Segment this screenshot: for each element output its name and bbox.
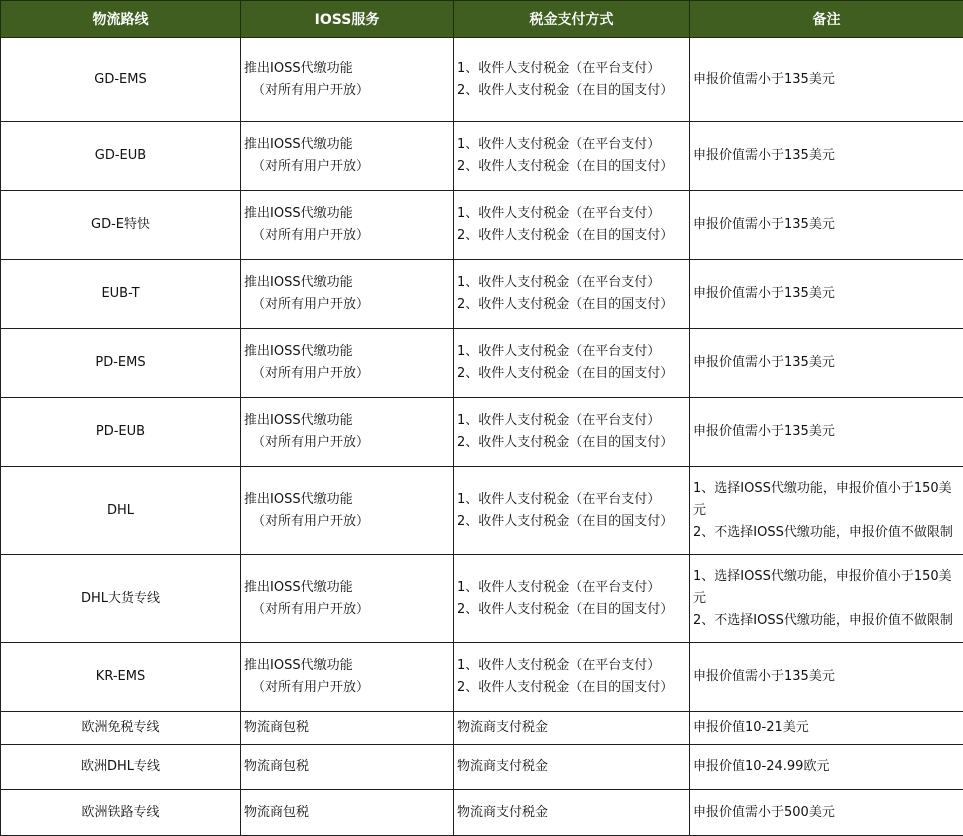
table-row bbox=[1, 122, 963, 191]
cell-ioss-line: 推出IOSS代缴功能 bbox=[244, 60, 353, 76]
cell-payment-line: 2、收件人支付税金（在目的国支付） bbox=[457, 435, 674, 450]
table-row bbox=[1, 191, 963, 260]
cell-note-line: 2、不选择IOSS代缴功能，申报价值不做限制 bbox=[693, 524, 953, 540]
cell-note-line: 2、不选择IOSS代缴功能，申报价值不做限制 bbox=[693, 612, 953, 628]
header-row bbox=[1, 1, 963, 38]
cell-ioss-line: （对所有用户开放） bbox=[252, 297, 370, 312]
header-note: 备注 bbox=[690, 1, 963, 38]
cell-ioss bbox=[241, 467, 454, 555]
cell-ioss-line: （对所有用户开放） bbox=[252, 680, 370, 695]
table-row bbox=[1, 38, 963, 122]
cell-payment-line: 2、收件人支付税金（在目的国支付） bbox=[457, 82, 674, 98]
cell-payment-line: 2、收件人支付税金（在目的国支付） bbox=[457, 159, 674, 174]
cell-ioss bbox=[241, 745, 454, 790]
cell-ioss-line: 推出IOSS代缴功能 bbox=[244, 413, 353, 428]
cell-payment-line: 物流商支付税金 bbox=[457, 759, 549, 774]
cell-payment bbox=[454, 329, 690, 398]
cell-payment bbox=[454, 122, 690, 191]
table-row bbox=[1, 398, 963, 467]
cell-note bbox=[690, 467, 963, 555]
cell-note-line: 申报价值需小于135美元 bbox=[693, 148, 835, 163]
cell-payment bbox=[454, 712, 690, 745]
cell-route: PD-EUB bbox=[1, 398, 241, 467]
cell-ioss-line: （对所有用户开放） bbox=[252, 435, 370, 450]
cell-note bbox=[690, 122, 963, 191]
cell-ioss-line: （对所有用户开放） bbox=[252, 601, 370, 617]
cell-payment-line: 物流商支付税金 bbox=[457, 804, 549, 820]
cell-payment-line: 1、收件人支付税金（在平台支付） bbox=[457, 206, 661, 221]
cell-payment bbox=[454, 467, 690, 555]
cell-ioss bbox=[241, 122, 454, 191]
cell-note bbox=[690, 555, 963, 643]
cell-ioss-line: 物流商包税 bbox=[244, 804, 310, 820]
cell-note-line: 1、选择IOSS代缴功能，申报价值小于150美元 bbox=[693, 480, 952, 518]
cell-ioss-line: 推出IOSS代缴功能 bbox=[244, 206, 353, 221]
cell-route: 欧洲铁路专线 bbox=[1, 790, 241, 836]
cell-note-line: 申报价值需小于135美元 bbox=[693, 424, 835, 439]
cell-ioss-line: （对所有用户开放） bbox=[252, 82, 370, 98]
cell-ioss-line: 推出IOSS代缴功能 bbox=[244, 491, 353, 507]
cell-ioss-line: 推出IOSS代缴功能 bbox=[244, 344, 353, 359]
cell-payment bbox=[454, 643, 690, 712]
cell-ioss-line: 物流商包税 bbox=[244, 759, 310, 774]
cell-payment-line: 2、收件人支付税金（在目的国支付） bbox=[457, 366, 674, 381]
cell-note-line: 1、选择IOSS代缴功能，申报价值小于150美元 bbox=[693, 568, 952, 606]
cell-payment-line: 1、收件人支付税金（在平台支付） bbox=[457, 413, 661, 428]
cell-route: GD-E特快 bbox=[1, 191, 241, 260]
cell-payment-line: 物流商支付税金 bbox=[457, 720, 549, 735]
table-row bbox=[1, 790, 963, 836]
header-payment: 税金支付方式 bbox=[454, 1, 690, 38]
cell-payment bbox=[454, 191, 690, 260]
cell-ioss-line: （对所有用户开放） bbox=[252, 159, 370, 174]
cell-ioss bbox=[241, 790, 454, 836]
cell-note bbox=[690, 260, 963, 329]
header-route: 物流路线 bbox=[1, 1, 241, 38]
cell-ioss bbox=[241, 260, 454, 329]
table-row bbox=[1, 555, 963, 643]
cell-route: 欧洲DHL专线 bbox=[1, 745, 241, 790]
cell-note bbox=[690, 643, 963, 712]
cell-payment-line: 2、收件人支付税金（在目的国支付） bbox=[457, 513, 674, 529]
cell-note-line: 申报价值需小于135美元 bbox=[693, 669, 835, 684]
cell-note-line: 申报价值10-21美元 bbox=[693, 720, 809, 735]
cell-payment bbox=[454, 555, 690, 643]
cell-note bbox=[690, 790, 963, 836]
cell-payment-line: 1、收件人支付税金（在平台支付） bbox=[457, 344, 661, 359]
table-row bbox=[1, 643, 963, 712]
cell-note bbox=[690, 712, 963, 745]
cell-payment bbox=[454, 745, 690, 790]
cell-ioss-line: 推出IOSS代缴功能 bbox=[244, 658, 353, 673]
cell-payment-line: 2、收件人支付税金（在目的国支付） bbox=[457, 601, 674, 617]
cell-payment-line: 1、收件人支付税金（在平台支付） bbox=[457, 658, 661, 673]
cell-note-line: 申报价值需小于500美元 bbox=[693, 804, 835, 820]
cell-payment-line: 2、收件人支付税金（在目的国支付） bbox=[457, 680, 674, 695]
cell-note bbox=[690, 745, 963, 790]
cell-note-line: 申报价值需小于135美元 bbox=[693, 217, 835, 232]
cell-payment-line: 2、收件人支付税金（在目的国支付） bbox=[457, 228, 674, 243]
cell-payment-line: 1、收件人支付税金（在平台支付） bbox=[457, 275, 661, 290]
cell-ioss bbox=[241, 712, 454, 745]
cell-route: GD-EMS bbox=[1, 38, 241, 122]
cell-ioss bbox=[241, 398, 454, 467]
cell-payment bbox=[454, 398, 690, 467]
cell-payment-line: 1、收件人支付税金（在平台支付） bbox=[457, 60, 661, 76]
cell-ioss bbox=[241, 329, 454, 398]
cell-ioss bbox=[241, 38, 454, 122]
cell-note-line: 申报价值需小于135美元 bbox=[693, 286, 835, 301]
cell-ioss bbox=[241, 643, 454, 712]
table-body bbox=[1, 38, 963, 836]
cell-route: DHL bbox=[1, 467, 241, 555]
cell-note-line: 申报价值10-24.99欧元 bbox=[693, 759, 830, 774]
cell-note bbox=[690, 398, 963, 467]
table-row bbox=[1, 745, 963, 790]
cell-ioss bbox=[241, 555, 454, 643]
cell-payment bbox=[454, 38, 690, 122]
cell-note bbox=[690, 38, 963, 122]
cell-payment-line: 1、收件人支付税金（在平台支付） bbox=[457, 137, 661, 152]
cell-route: GD-EUB bbox=[1, 122, 241, 191]
cell-ioss-line: 推出IOSS代缴功能 bbox=[244, 579, 353, 595]
cell-ioss-line: （对所有用户开放） bbox=[252, 513, 370, 529]
cell-ioss-line: 物流商包税 bbox=[244, 720, 310, 735]
table-row bbox=[1, 712, 963, 745]
cell-ioss-line: （对所有用户开放） bbox=[252, 366, 370, 381]
table-row bbox=[1, 467, 963, 555]
cell-payment-line: 1、收件人支付税金（在平台支付） bbox=[457, 491, 661, 507]
cell-route: DHL大货专线 bbox=[1, 555, 241, 643]
cell-payment-line: 2、收件人支付税金（在目的国支付） bbox=[457, 297, 674, 312]
cell-route: KR-EMS bbox=[1, 643, 241, 712]
cell-ioss-line: 推出IOSS代缴功能 bbox=[244, 275, 353, 290]
cell-payment-line: 1、收件人支付税金（在平台支付） bbox=[457, 579, 661, 595]
header-ioss: IOSS服务 bbox=[241, 1, 454, 38]
table-row bbox=[1, 260, 963, 329]
cell-route: 欧洲免税专线 bbox=[1, 712, 241, 745]
cell-note bbox=[690, 191, 963, 260]
cell-ioss bbox=[241, 191, 454, 260]
cell-ioss-line: （对所有用户开放） bbox=[252, 228, 370, 243]
table-row bbox=[1, 329, 963, 398]
cell-payment bbox=[454, 790, 690, 836]
cell-route: PD-EMS bbox=[1, 329, 241, 398]
cell-ioss-line: 推出IOSS代缴功能 bbox=[244, 137, 353, 152]
cell-route: EUB-T bbox=[1, 260, 241, 329]
cell-note bbox=[690, 329, 963, 398]
cell-payment bbox=[454, 260, 690, 329]
cell-note-line: 申报价值需小于135美元 bbox=[693, 71, 835, 87]
cell-note-line: 申报价值需小于135美元 bbox=[693, 355, 835, 370]
